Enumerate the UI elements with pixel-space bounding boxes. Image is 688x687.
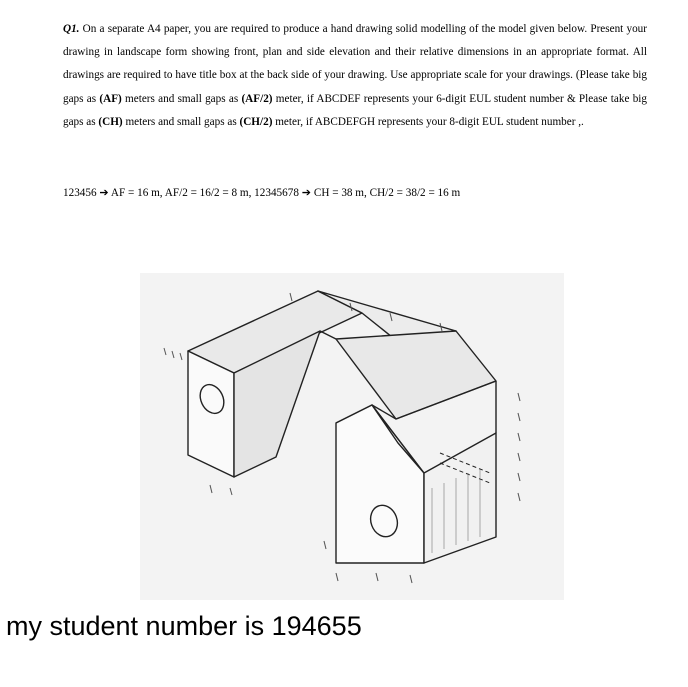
- question-paragraph: [63, 18, 647, 134]
- question-text-5: meter, if ABCDEFGH represents your 8-digit EUL student number ,.: [272, 115, 584, 128]
- question-text-2: meters and small gaps as: [121, 92, 242, 105]
- question-text-3: meter, if ABCDEF represents your 6-digit EUL student number & Please take big gaps as: [63, 92, 647, 128]
- question-text-1: On a separate A4 paper, you are required to produce a hand drawing solid modelling of the model given below. Present your drawing in landscape form showing front, plan and side elevation and their relative dimensions in an appropriate format. All drawings are required to have title box at the back side of your drawing. Use appropriate scale for your drawings. (Please take big gaps as: [63, 23, 647, 105]
- isometric-model-drawing: [140, 273, 564, 600]
- big-gap-6digit: (AF): [99, 92, 122, 105]
- example-line: 123456 ➔ AF = 16 m, AF/2 = 16/2 = 8 m, 12345678 ➔ CH = 38 m, CH/2 = 38/2 = 16 m: [63, 187, 461, 199]
- student-number-caption: my student number is 194655: [6, 611, 362, 641]
- small-gap-8digit: (CH/2): [239, 115, 273, 128]
- big-gap-8digit: (CH): [98, 115, 123, 128]
- question-number: Q1.: [63, 23, 80, 35]
- question-text-4: meters and small gaps as: [122, 115, 240, 128]
- small-gap-6digit: (AF/2): [241, 92, 273, 105]
